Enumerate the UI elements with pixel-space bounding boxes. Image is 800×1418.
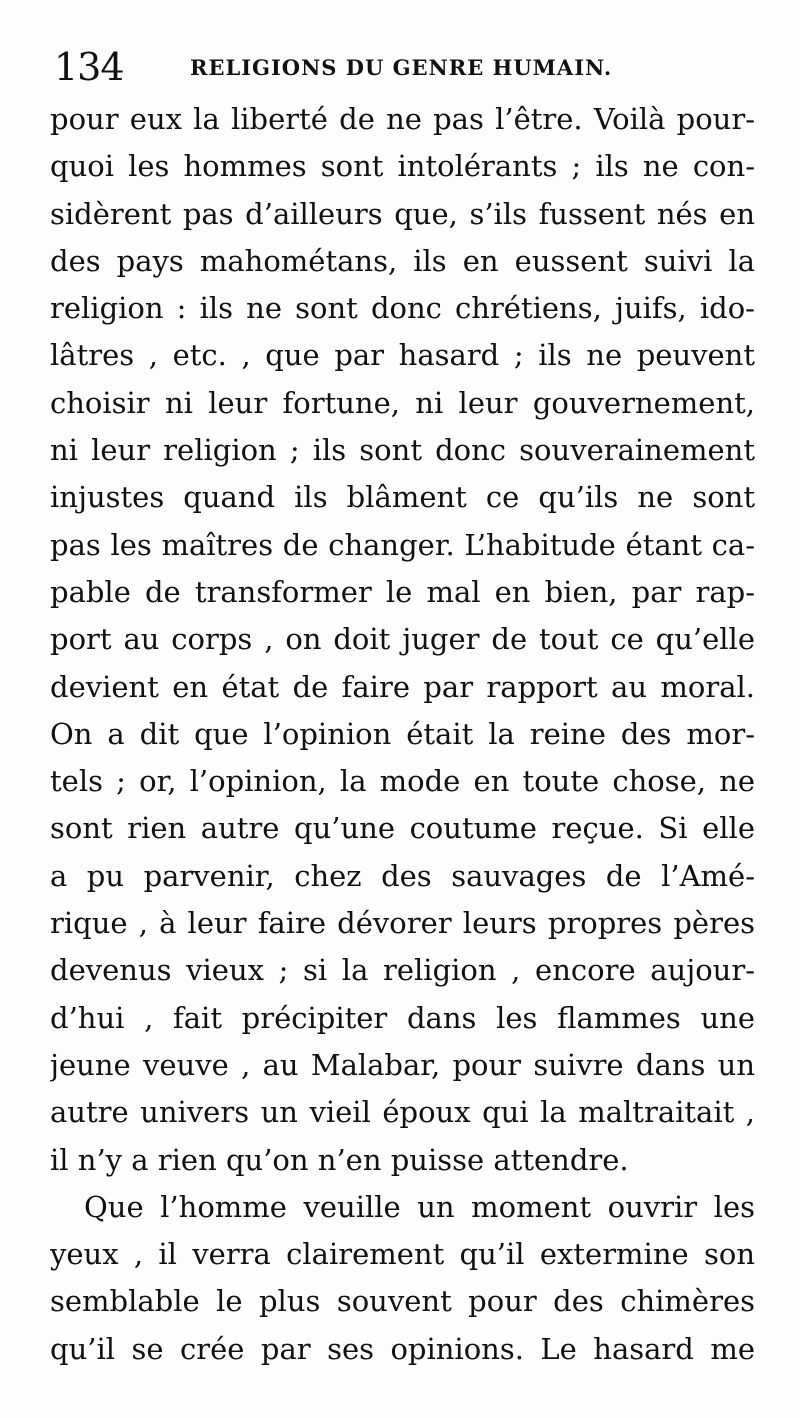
text-line: quoi les hommes sont intolérants ; ils ne con- — [50, 149, 755, 184]
text-line: sont rien autre qu’une coutume reçue. Si elle — [50, 811, 755, 846]
text-line: On a dit que l’opinion était la reine des mor- — [50, 716, 755, 751]
text-line: port au corps , on doit juger de tout ce qu’elle — [50, 622, 755, 657]
text-line: sidèrent pas d’ailleurs que, s’ils fussent nés en — [50, 196, 755, 231]
text-line: semblable le plus souvent pour des chimères — [50, 1284, 755, 1319]
text-line: devenus vieux ; si la religion , encore aujour- — [50, 953, 755, 988]
text-line: jeune veuve , au Malabar, pour suivre dans un — [50, 1047, 755, 1082]
paragraph-end-line: il n’y a rien qu’on n’en puisse attendre. — [50, 1142, 629, 1177]
paragraph-start-line: Que l’homme veuille un moment ouvrir les — [84, 1189, 755, 1224]
text-line: des pays mahométans, ils en eussent suivi la — [50, 243, 755, 278]
text-line: pas les maîtres de changer. L’habitude étant ca- — [50, 527, 755, 562]
text-line: choisir ni leur fortune, ni leur gouvernement, — [50, 385, 755, 420]
running-head — [50, 42, 750, 92]
text-line: religion : ils ne sont donc chrétiens, juifs, ido- — [50, 291, 755, 326]
text-line: lâtres , etc. , que par hasard ; ils ne peuvent — [50, 338, 755, 373]
body-text — [50, 96, 755, 1373]
text-line: pable de transformer le mal en bien, par rap- — [50, 574, 755, 609]
text-line: pour eux la liberté de ne pas l’être. Voilà pour- — [50, 102, 755, 136]
text-line: rique , à leur faire dévorer leurs propres pères — [50, 906, 755, 941]
text-line: a pu parvenir, chez des sauvages de l’Amé- — [50, 858, 755, 893]
running-title: RELIGIONS DU GENRE HUMAIN. — [190, 55, 613, 80]
text-line: tels ; or, l’opinion, la mode en toute chose, ne — [50, 764, 755, 799]
text-line: yeux , il verra clairement qu’il extermine son — [50, 1237, 755, 1272]
text-line: d’hui , fait précipiter dans les flammes une — [50, 1000, 755, 1035]
text-line: injustes quand ils blâment ce qu’ils ne sont — [50, 480, 755, 515]
text-line: ni leur religion ; ils sont donc souverainement — [50, 433, 755, 468]
text-line: qu’il se crée par ses opinions. Le hasard me — [50, 1331, 755, 1366]
page-number: 134 — [54, 45, 124, 89]
text-line: autre univers un vieil époux qui la maltraitait , — [50, 1095, 755, 1130]
text-line: devient en état de faire par rapport au moral. — [50, 669, 755, 704]
